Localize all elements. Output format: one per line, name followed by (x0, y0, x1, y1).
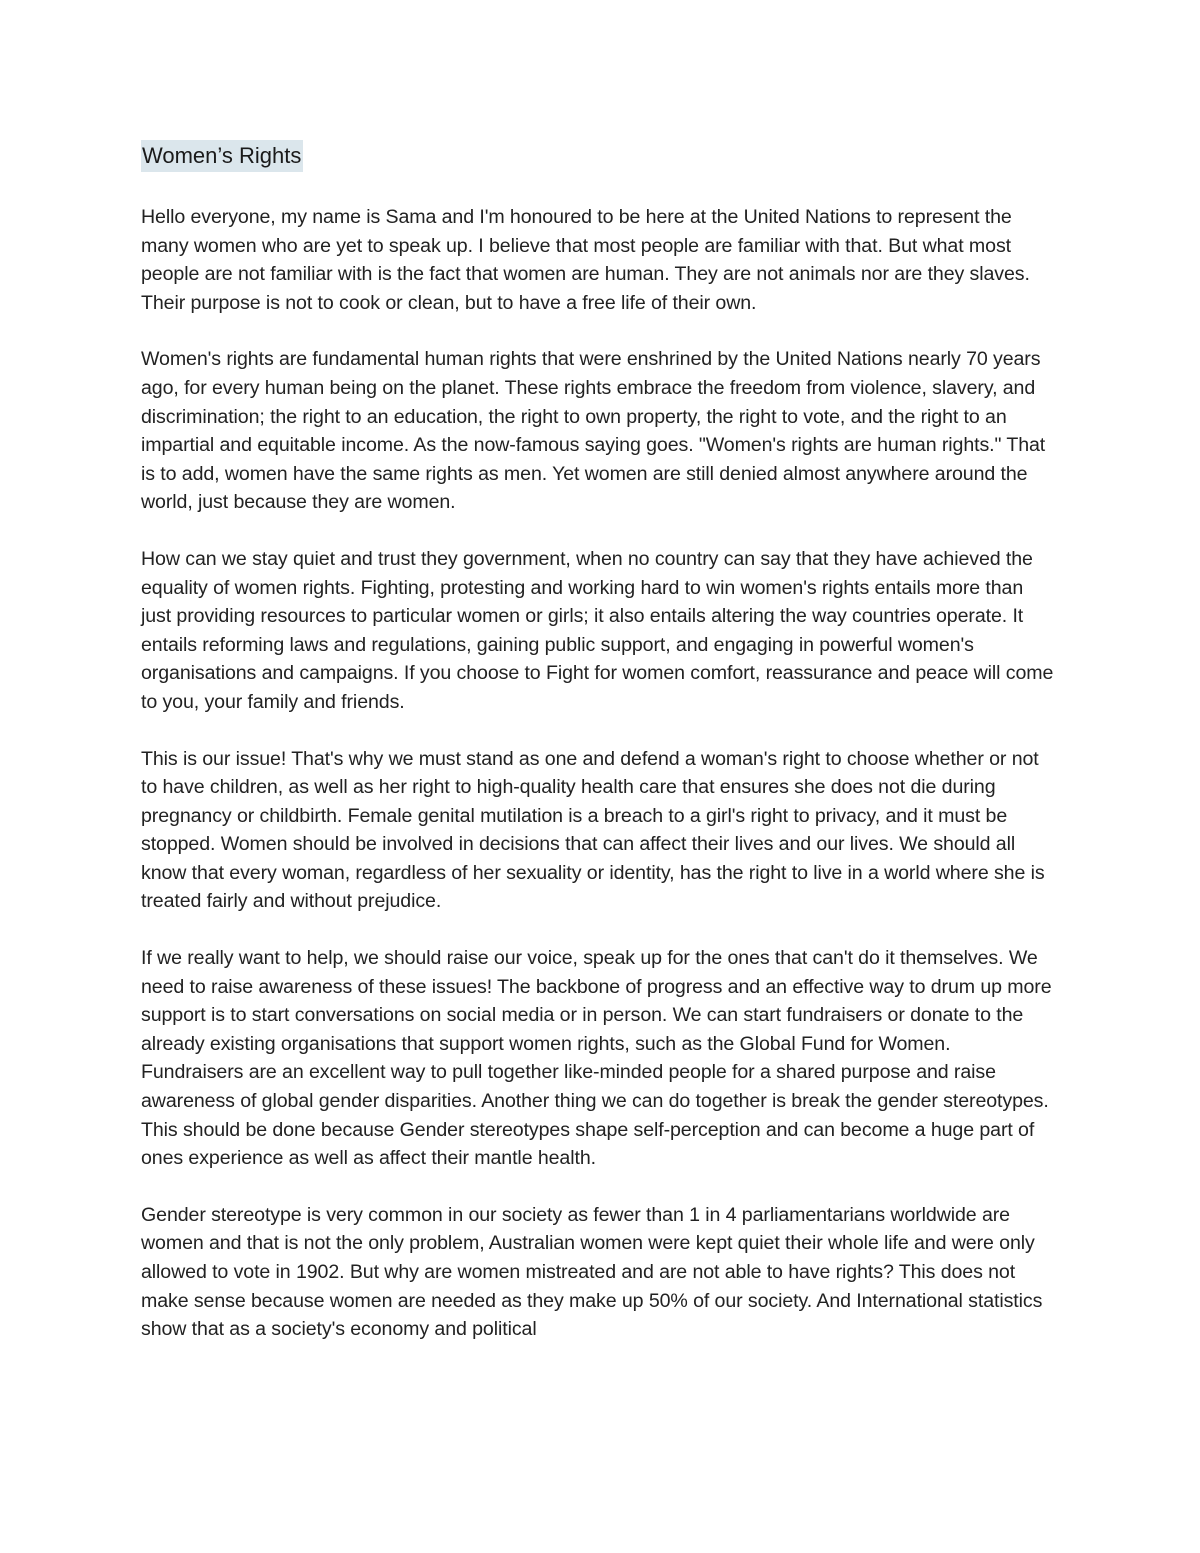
paragraph-intro: Hello everyone, my name is Sama and I'm honoured to be here at the United Nations to represent the many women who are yet to speak up. I believe that most people are familiar with that. But what most people are not familiar with is the fact that women are human. They are not animals nor are they slaves. Their purpose is not to cook or clean, but to have a free life of their own. (141, 206, 1030, 314)
paragraph-our-issue: This is our issue! That's why we must stand as one and defend a woman's right to choose whether or not to have children, as well as her right to high-quality health care that ensures she does not die during pregnancy or childbirth. Female genital mutilation is a breach to a girl's right to privacy, and it must be stopped. Women should be involved in decisions that can affect their lives and our lives. We should all know that every woman, regardless of her sexuality or identity, has the right to live in a world where she is treated fairly and without prejudice. (141, 747, 1045, 913)
paragraph-government: How can we stay quiet and trust they government, when no country can say that they have achieved the equality of women rights. Fighting, protesting and working hard to win women's rights entails more than just providing resources to particular women or girls; it also entails altering the way countries operate. It entails reforming laws and regulations, gaining public support, and engaging in powerful women's organisations and campaigns. If you choose to Fight for women comfort, reassurance and peace will come to you, your family and friends. (141, 547, 1054, 713)
document-body (141, 140, 1057, 1344)
paragraph-gender-stereotype: Gender stereotype is very common in our society as fewer than 1 in 4 parliamentarians worldwide are women and that is not the only problem, Australian women were kept quiet their whole life and were only allowed to vote in 1902. But why are women mistreated and are not able to have rights? This does not make sense because women are needed as they make up 50% of our society. And International statistics show that as a society's economy and political (141, 1203, 1043, 1341)
paragraph-fundamental-rights: Women's rights are fundamental human rights that were enshrined by the United Nations nearly 70 years ago, for every human being on the planet. These rights embrace the freedom from violence, slavery, and discrimination; the right to an education, the right to own property, the right to vote, and the right to an impartial and equitable income. As the now-famous saying goes. "Women's rights are human rights." That is to add, women have the same rights as men. Yet women are still denied almost anywhere around the world, just because they are women. (141, 348, 1046, 514)
paragraph-raise-voice: If we really want to help, we should raise our voice, speak up for the ones that can't do it themselves. We need to raise awareness of these issues! The backbone of progress and an effective way to drum up more support is to start conversations on social media or in person. We can start fundraisers or donate to the already existing organisations that support women rights, such as the Global Fund for Women. Fundraisers are an excellent way to pull together like-minded people for a shared purpose and raise awareness of global gender disparities. Another thing we can do together is break the gender stereotypes. This should be done because Gender stereotypes shape self-perception and can become a huge part of ones experience as well as affect their mantle health. (141, 947, 1052, 1170)
document-title: Women’s Rights (141, 140, 303, 172)
